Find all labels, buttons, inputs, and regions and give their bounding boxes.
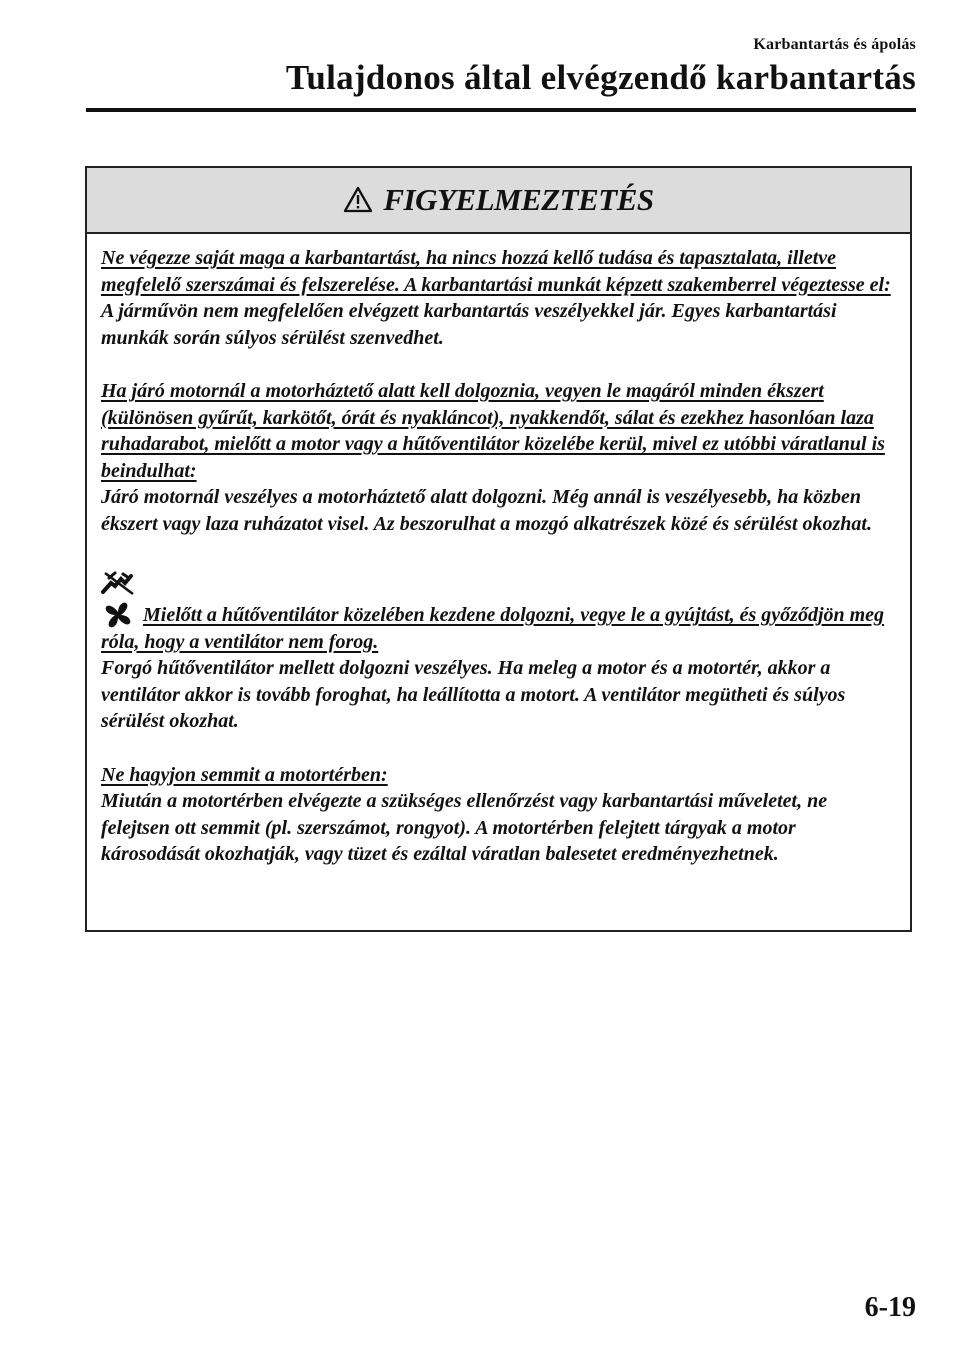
warning-body [87, 234, 910, 868]
warning-title: FIGYELMEZTETÉS [383, 182, 654, 217]
warning-box [85, 166, 912, 932]
title-rule [86, 108, 916, 112]
section-label: Karbantartás és ápolás [753, 36, 916, 53]
warning-block-1 [101, 245, 896, 351]
fan-icon [101, 598, 135, 632]
page-number: 6-19 [864, 1292, 916, 1323]
no-hand-icon [101, 570, 137, 596]
warning-text-1: A járművön nem megfelelően elvégzett karbantartás veszélyekkel jár. Egyes karbantartási munkák során súlyos sérülést szenvedhet. [101, 300, 837, 349]
warning-heading-2: Ha járó motornál a motorháztető alatt kell dolgoznia, vegyen le magáról minden ékszert (különösen gyűrűt, karkötőt, órát és nyakláncot), nyakkendőt, sálat és ezekhez hasonlóan laza ruhadarabot, mielőtt a motor vagy a hűtőventilátor közelébe kerül, mivel ez utóbbi váratlanul is beindulhat: [101, 380, 885, 482]
warning-block-3 [101, 564, 896, 735]
warning-triangle-icon [343, 186, 373, 213]
warning-text-3: Forgó hűtőventilátor mellett dolgozni veszélyes. Ha meleg a motor és a motortér, akkor a ventilátor akkor is tovább foroghat, ha leállította a motort. A ventilátor megütheti és súlyos sérülést okozhat. [101, 657, 846, 732]
fan-warning-icons [101, 564, 896, 628]
warning-text-2: Járó motornál veszélyes a motorháztető alatt dolgozni. Még annál is veszélyesebb, ha közben ékszert vagy laza ruházatot visel. Az beszorulhat a mozgó alkatrészek közé és sérülést okozhat. [101, 486, 872, 535]
warning-block-2 [101, 378, 896, 537]
page-title: Tulajdonos által elvégzendő karbantartás [285, 58, 916, 97]
warning-block-4 [101, 762, 896, 868]
warning-heading-1: Ne végezze saját maga a karbantartást, ha nincs hozzá kellő tudása és tapasztalata, illetve megfelelő szerszámai és felszerelése. A karbantartási munkát képzett szakemberrel végeztesse el: [101, 247, 891, 296]
warning-text-4: Miután a motortérben elvégezte a szükséges ellenőrzést vagy karbantartási műveletet, ne felejtsen ott semmit (pl. szerszámot, rongyot). A motortérben felejtett tárgyak a motor károsodását okozhatják, vagy tüzet és ezáltal váratlan balesetet eredményezhetnek. [101, 790, 828, 865]
warning-header [87, 168, 910, 234]
warning-heading-3: Mielőtt a hűtőventilátor közelében kezdene dolgozni, vegye le a gyújtást, és győződjön meg róla, hogy a ventilátor nem forog. [101, 604, 885, 653]
warning-heading-4: Ne hagyjon semmit a motortérben: [101, 763, 388, 786]
